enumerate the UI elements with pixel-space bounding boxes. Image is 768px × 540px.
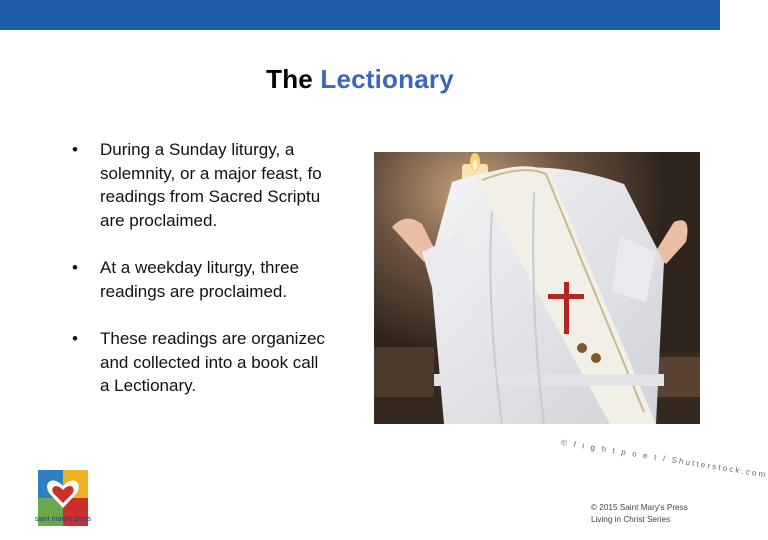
footer-series: Living in Christ Series <box>591 514 671 524</box>
bullet-item <box>72 138 372 232</box>
bullet-line: readings are proclaimed. <box>100 281 288 301</box>
priest-photo <box>374 152 700 424</box>
bullet-marker: • <box>72 329 78 348</box>
top-header-bar <box>0 0 720 30</box>
bullet-line: are proclaimed. <box>100 210 218 230</box>
bullet-line: At a weekday liturgy, three <box>100 258 300 277</box>
logo-label: saint mary's press <box>34 516 92 523</box>
photo-credit: © f i g h t p o e t / Shutterstock.com <box>560 438 768 480</box>
bullet-line: readings from Sacred Scriptu <box>100 187 321 206</box>
bullet-line: During a Sunday liturgy, a <box>100 140 295 159</box>
footer-copyright: © 2015 Saint Mary's Press <box>591 503 688 512</box>
slide-title <box>0 64 720 95</box>
bullet-line: solemnity, or a major feast, fo <box>100 163 322 183</box>
bullet-item <box>72 327 372 398</box>
footer <box>591 502 688 525</box>
bullet-marker: • <box>72 140 78 159</box>
title-accent: Lectionary <box>320 64 454 94</box>
bullet-marker: • <box>72 258 78 277</box>
title-prefix: The <box>266 64 313 94</box>
bullet-line: These readings are organizec <box>100 329 325 348</box>
bullet-list <box>72 138 372 422</box>
priest-photo-illustration <box>374 152 700 424</box>
bullet-line: a Lectionary. <box>100 376 197 395</box>
bullet-line: and collected into a book call <box>100 352 319 372</box>
bullet-item <box>72 256 372 303</box>
